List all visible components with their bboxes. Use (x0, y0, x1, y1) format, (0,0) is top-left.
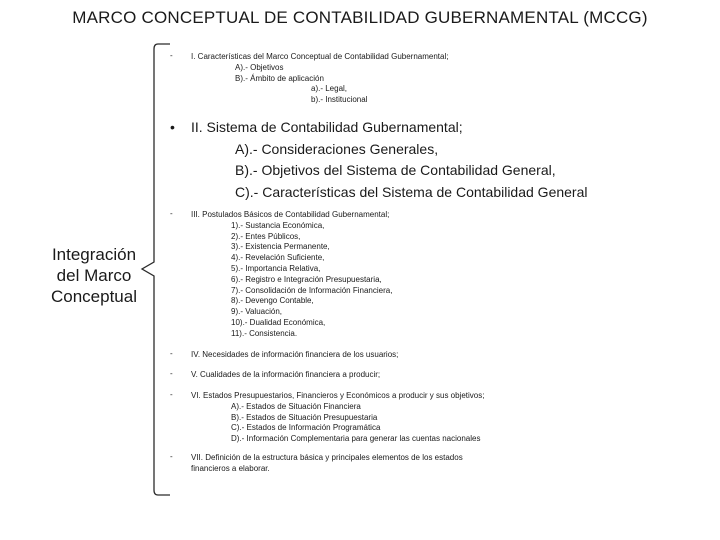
section-heading: II. Sistema de Contabilidad Gubernamental; (191, 119, 463, 135)
bullet: • (170, 119, 175, 135)
section-heading: VI. Estados Presupuestarios, Financieros y Económicos a producir y sus objetivos; (191, 391, 485, 400)
section-item: C).- Características del Sistema de Contabilidad General (235, 183, 588, 200)
section-heading: V. Cualidades de la información financiera a producir; (191, 370, 381, 379)
section-5 (191, 370, 380, 381)
section-7 (191, 453, 463, 475)
bullet: - (170, 452, 173, 461)
section-item: 7).- Consolidación de Información Financiera, (231, 285, 393, 295)
section-item: 9).- Valuación, (231, 307, 282, 317)
section-3 (191, 210, 392, 340)
side-label-line: Conceptual (50, 287, 137, 306)
section-heading-continued: financieros a elaborar. (191, 463, 270, 473)
section-item: 3).- Existencia Permanente, (231, 242, 330, 252)
section-subitem: a).- Legal, (311, 84, 348, 94)
section-heading: III. Postulados Básicos de Contabilidad Gubernamental; (191, 210, 390, 219)
section-item: 1).- Sustancia Económica, (231, 220, 325, 230)
bullet: - (170, 51, 173, 60)
section-item: 10).- Dualidad Económica, (231, 317, 326, 327)
bullet: - (170, 390, 173, 399)
side-label (40, 244, 148, 307)
section-item: 11).- Consistencia. (231, 328, 298, 338)
bullet: - (170, 369, 173, 378)
section-subitem: b).- Institucional (311, 95, 368, 105)
bullet: - (170, 349, 173, 358)
section-item: 2).- Entes Públicos, (231, 231, 301, 241)
section-heading: VII. Definición de la estructura básica y principales elementos de los estados (191, 453, 463, 462)
side-label-line: del Marco (56, 266, 132, 285)
section-item: 8).- Devengo Contable, (231, 296, 314, 306)
section-1 (191, 52, 448, 106)
section-item: D).- Información Complementaria para generar las cuentas nacionales (231, 434, 481, 444)
section-6 (191, 391, 484, 445)
side-label-line: Integración (51, 245, 137, 264)
section-item: C).- Estados de Información Programática (231, 423, 381, 433)
page-title: MARCO CONCEPTUAL DE CONTABILIDAD GUBERNAMENTAL (MCCG) (72, 8, 648, 27)
section-item: B).- Ámbito de aplicación (235, 73, 324, 83)
section-item: A).- Estados de Situación Financiera (231, 401, 361, 411)
section-item: B).- Objetivos del Sistema de Contabilidad General, (235, 162, 556, 178)
section-4 (191, 350, 398, 361)
section-item: B).- Estados de Situación Presupuestaria (231, 412, 378, 422)
section-item: 4).- Revelación Suficiente, (231, 253, 325, 263)
section-item: A).- Objetivos (235, 62, 284, 72)
section-heading: IV. Necesidades de información financiera de los usuarios; (191, 350, 399, 359)
section-2 (191, 117, 588, 203)
section-item: A).- Consideraciones Generales, (235, 140, 439, 157)
section-item: 5).- Importancia Relativa, (231, 263, 321, 273)
curly-brace (138, 40, 174, 500)
section-item: 6).- Registro e Integración Presupuestaria, (231, 274, 382, 284)
section-heading: I. Características del Marco Conceptual de Contabilidad Gubernamental; (191, 52, 449, 61)
bullet: - (170, 209, 173, 218)
